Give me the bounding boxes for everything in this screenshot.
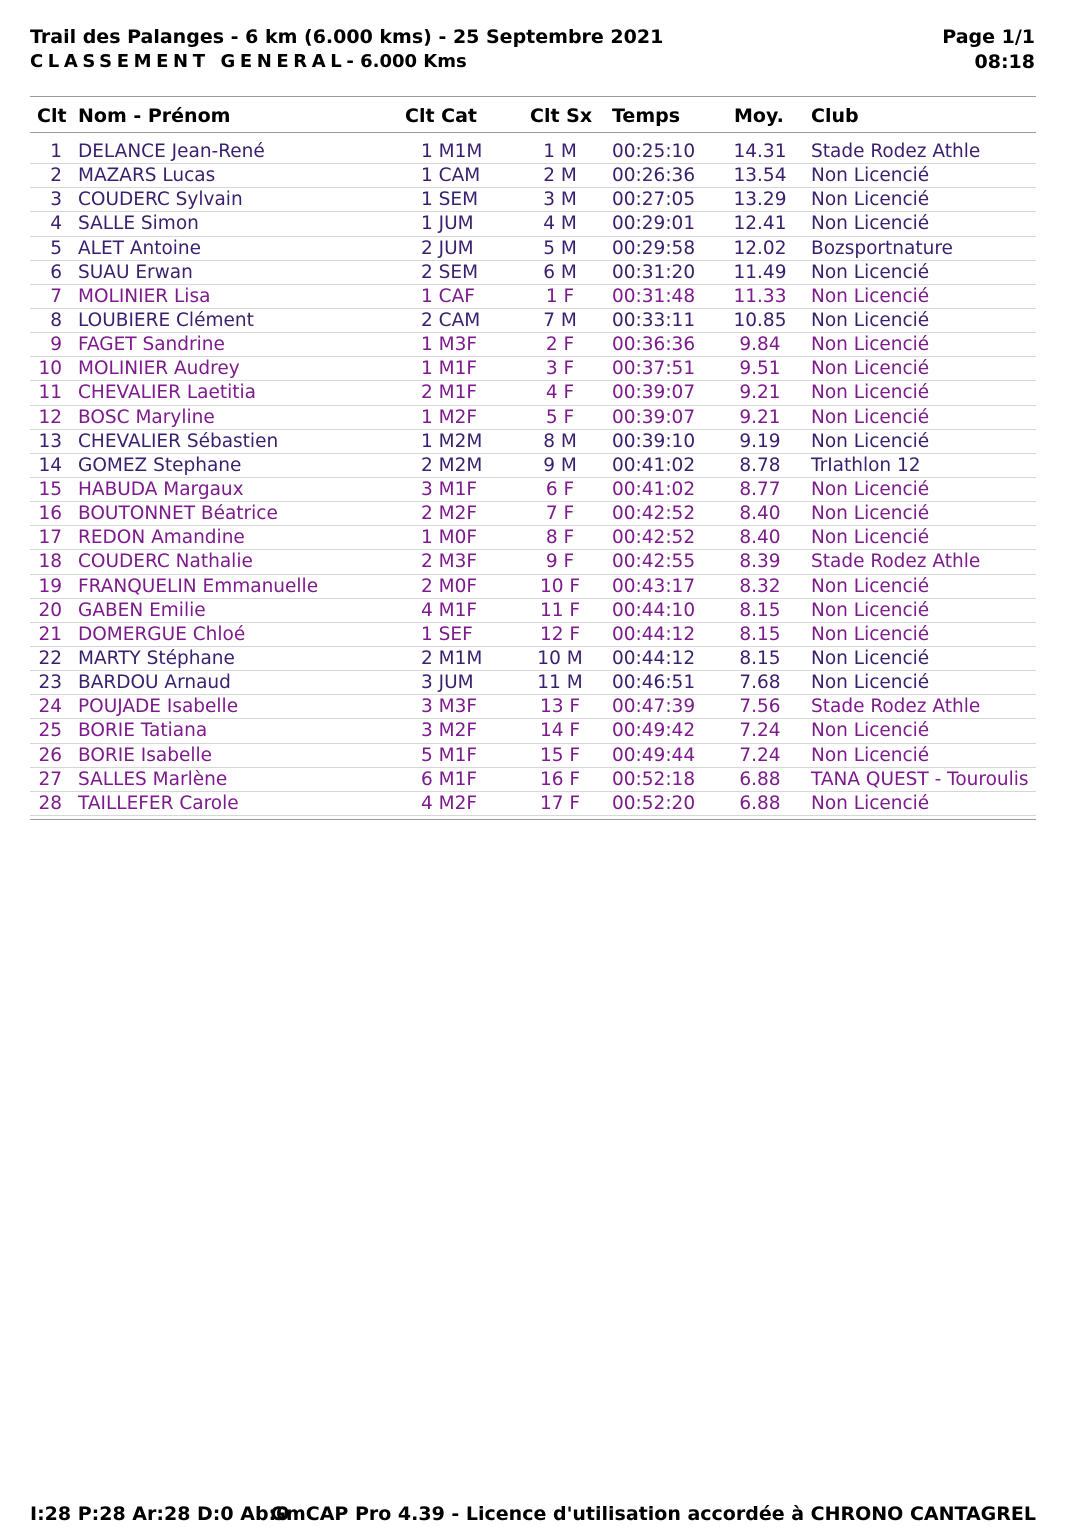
time-cell: 00:33:11 (612, 309, 696, 331)
rank-cell: 8 (50, 309, 62, 331)
average-speed-cell: 8.39 (739, 551, 781, 573)
col-name-header: Nom - Prénom (78, 105, 231, 127)
table-row (30, 406, 1036, 430)
sex-rank-cell: 17 F (539, 792, 581, 814)
table-row (30, 502, 1036, 526)
time-cell: 00:41:02 (612, 454, 696, 476)
average-speed-cell: 12.41 (733, 213, 787, 235)
sex-rank-cell: 14 F (539, 720, 581, 742)
rank-cell: 24 (38, 696, 62, 718)
club-cell: Bozsportnature (811, 237, 953, 259)
table-row (30, 695, 1036, 719)
ranking-subtitle-main: CLASSEMENT GENERAL (30, 51, 347, 72)
category-rank-cell: 1 M2F (421, 406, 478, 428)
rank-cell: 17 (38, 527, 62, 549)
club-cell: Non Licencié (811, 261, 930, 283)
rank-cell: 7 (50, 285, 62, 307)
name-cell: FRANQUELIN Emmanuelle (78, 575, 319, 597)
average-speed-cell: 8.15 (739, 623, 781, 645)
time-cell: 00:42:55 (612, 551, 696, 573)
sex-rank-cell: 9 F (545, 551, 575, 573)
sex-rank-cell: 10 M (537, 647, 583, 669)
table-row (30, 285, 1036, 309)
time-cell: 00:52:20 (612, 792, 696, 814)
club-cell: Non Licencié (811, 430, 930, 452)
time-cell: 00:39:07 (612, 406, 696, 428)
footer-stats: I:28 P:28 Ar:28 D:0 Ab:0 (30, 1503, 290, 1525)
club-cell: Stade Rodez Athle (811, 551, 981, 573)
time-cell: 00:47:39 (612, 696, 696, 718)
print-time: 08:18 (974, 51, 1035, 73)
table-row (30, 430, 1036, 454)
category-rank-cell: 3 JUM (421, 672, 474, 694)
name-cell: MOLINIER Lisa (78, 285, 211, 307)
rank-cell: 12 (38, 406, 62, 428)
club-cell: Non Licencié (811, 165, 930, 187)
name-cell: COUDERC Sylvain (78, 189, 243, 211)
club-cell: Non Licencié (811, 744, 930, 766)
sex-rank-cell: 2 F (545, 334, 575, 356)
club-cell: TANA QUEST - Touroulis (811, 768, 1029, 790)
sex-rank-cell: 11 M (537, 672, 583, 694)
time-cell: 00:39:07 (612, 382, 696, 404)
average-speed-cell: 6.88 (739, 792, 781, 814)
name-cell: SALLE Simon (78, 213, 199, 235)
club-cell: Non Licencié (811, 478, 930, 500)
time-cell: 00:52:18 (612, 768, 696, 790)
name-cell: CHEVALIER Sébastien (78, 430, 279, 452)
time-cell: 00:44:12 (612, 647, 696, 669)
document-header (30, 26, 1035, 76)
time-cell: 00:31:20 (612, 261, 696, 283)
average-speed-cell: 13.29 (733, 189, 787, 211)
time-cell: 00:36:36 (612, 334, 696, 356)
rank-cell: 4 (50, 213, 62, 235)
table-row (30, 647, 1036, 671)
sex-rank-cell: 7 M (543, 309, 577, 331)
average-speed-cell: 11.49 (733, 261, 787, 283)
name-cell: BORIE Tatiana (78, 720, 208, 742)
time-cell: 00:41:02 (612, 478, 696, 500)
time-cell: 00:29:01 (612, 213, 696, 235)
name-cell: DELANCE Jean-René (78, 141, 265, 162)
average-speed-cell: 8.40 (739, 527, 781, 549)
category-rank-cell: 1 M1M (421, 141, 483, 162)
time-cell: 00:42:52 (612, 527, 696, 549)
average-speed-cell: 9.21 (739, 382, 781, 404)
name-cell: SALLES Marlène (78, 768, 228, 790)
sex-rank-cell: 11 F (539, 599, 581, 621)
average-speed-cell: 9.21 (739, 406, 781, 428)
club-cell: Non Licencié (811, 309, 930, 331)
club-cell: Non Licencié (811, 358, 930, 380)
time-cell: 00:49:42 (612, 720, 696, 742)
time-cell: 00:46:51 (612, 672, 696, 694)
time-cell: 00:31:48 (612, 285, 696, 307)
col-cat-header: Clt Cat (405, 105, 478, 127)
club-cell: Non Licencié (811, 503, 930, 525)
club-cell: Non Licencié (811, 189, 930, 211)
sex-rank-cell: 5 M (543, 237, 577, 259)
rank-cell: 5 (50, 237, 62, 259)
category-rank-cell: 1 CAM (421, 165, 481, 187)
rank-cell: 1 (50, 141, 62, 162)
sex-rank-cell: 8 F (545, 527, 575, 549)
club-cell: Non Licencié (811, 720, 930, 742)
col-time-header: Temps (612, 105, 681, 127)
table-row (30, 381, 1036, 405)
table-row (30, 768, 1036, 792)
name-cell: POUJADE Isabelle (78, 696, 239, 718)
category-rank-cell: 1 SEM (421, 189, 479, 211)
table-row (30, 261, 1036, 285)
table-row (30, 575, 1036, 599)
time-cell: 00:37:51 (612, 358, 696, 380)
club-cell: Non Licencié (811, 527, 930, 549)
category-rank-cell: 4 M2F (421, 792, 478, 814)
table-row (30, 454, 1036, 478)
table-row (30, 237, 1036, 261)
average-speed-cell: 8.78 (739, 454, 781, 476)
sex-rank-cell: 10 F (539, 575, 581, 597)
average-speed-cell: 8.15 (739, 599, 781, 621)
club-cell: Non Licencié (811, 575, 930, 597)
sex-rank-cell: 1 F (545, 285, 575, 307)
name-cell: BORIE Isabelle (78, 744, 213, 766)
time-cell: 00:27:05 (612, 189, 696, 211)
col-rank-header: Clt (37, 105, 67, 127)
name-cell: ALET Antoine (78, 237, 202, 259)
table-row (30, 212, 1036, 236)
header-bottom-rule (30, 132, 1036, 133)
rank-cell: 26 (38, 744, 62, 766)
category-rank-cell: 1 JUM (421, 213, 474, 235)
table-row (30, 623, 1036, 647)
average-speed-cell: 7.24 (739, 720, 781, 742)
average-speed-cell: 9.19 (739, 430, 781, 452)
name-cell: DOMERGUE Chloé (78, 623, 246, 645)
name-cell: BOSC Maryline (78, 406, 215, 428)
sex-rank-cell: 5 F (545, 406, 575, 428)
rank-cell: 25 (38, 720, 62, 742)
table-row (30, 792, 1036, 816)
sex-rank-cell: 3 F (545, 358, 575, 380)
average-speed-cell: 13.54 (733, 165, 787, 187)
average-speed-cell: 7.56 (739, 696, 781, 718)
rank-cell: 22 (38, 647, 62, 669)
table-row (30, 599, 1036, 623)
rank-cell: 11 (38, 382, 62, 404)
ranking-subtitle-distance: - 6.000 Kms (346, 51, 467, 72)
page-number: Page 1/1 (942, 26, 1035, 48)
category-rank-cell: 1 M3F (421, 334, 478, 356)
category-rank-cell: 5 M1F (421, 744, 478, 766)
category-rank-cell: 3 M1F (421, 478, 478, 500)
average-speed-cell: 7.24 (739, 744, 781, 766)
category-rank-cell: 1 CAF (421, 285, 475, 307)
category-rank-cell: 3 M3F (421, 696, 478, 718)
average-speed-cell: 8.32 (739, 575, 781, 597)
name-cell: FAGET Sandrine (78, 334, 225, 356)
rank-cell: 2 (50, 165, 62, 187)
category-rank-cell: 1 M0F (421, 527, 478, 549)
time-cell: 00:49:44 (612, 744, 696, 766)
sex-rank-cell: 4 M (543, 213, 577, 235)
name-cell: TAILLEFER Carole (78, 792, 239, 814)
club-cell: TrIathlon 12 (811, 454, 921, 476)
table-row (30, 140, 1036, 164)
category-rank-cell: 2 M1M (421, 647, 483, 669)
sex-rank-cell: 7 F (545, 503, 575, 525)
club-cell: Non Licencié (811, 334, 930, 356)
col-avg-header: Moy. (734, 105, 784, 127)
rank-cell: 9 (50, 334, 62, 356)
category-rank-cell: 2 M2M (421, 454, 483, 476)
category-rank-cell: 2 M2F (421, 503, 478, 525)
time-cell: 00:25:10 (612, 141, 696, 162)
rank-cell: 15 (38, 478, 62, 500)
name-cell: MOLINIER Audrey (78, 358, 240, 380)
rank-cell: 16 (38, 503, 62, 525)
category-rank-cell: 2 CAM (421, 309, 481, 331)
average-speed-cell: 8.15 (739, 647, 781, 669)
club-cell: Stade Rodez Athle (811, 696, 981, 718)
average-speed-cell: 9.84 (739, 334, 781, 356)
footer-license: GmCAP Pro 4.39 - Licence d'utilisation accordée à CHRONO CANTAGREL (270, 1503, 1036, 1525)
club-cell: Non Licencié (811, 599, 930, 621)
sex-rank-cell: 3 M (543, 189, 577, 211)
club-cell: Non Licencié (811, 623, 930, 645)
name-cell: MARTY Stéphane (78, 647, 235, 669)
category-rank-cell: 2 M0F (421, 575, 478, 597)
sex-rank-cell: 4 F (545, 382, 575, 404)
category-rank-cell: 4 M1F (421, 599, 478, 621)
name-cell: REDON Amandine (78, 527, 245, 549)
table-row (30, 164, 1036, 188)
name-cell: CHEVALIER Laetitia (78, 382, 256, 404)
time-cell: 00:43:17 (612, 575, 696, 597)
name-cell: GOMEZ Stephane (78, 454, 242, 476)
header-top-rule (30, 96, 1036, 97)
rank-cell: 3 (50, 189, 62, 211)
col-sex-header: Clt Sx (530, 105, 593, 127)
table-row (30, 188, 1036, 212)
category-rank-cell: 2 M1F (421, 382, 478, 404)
time-cell: 00:44:10 (612, 599, 696, 621)
table-header (30, 101, 1036, 131)
table-row (30, 357, 1036, 381)
sex-rank-cell: 12 F (539, 623, 581, 645)
category-rank-cell: 1 M1F (421, 358, 478, 380)
average-speed-cell: 9.51 (739, 358, 781, 380)
sex-rank-cell: 1 M (543, 141, 577, 162)
time-cell: 00:44:12 (612, 623, 696, 645)
club-cell: Non Licencié (811, 647, 930, 669)
table-row (30, 744, 1036, 768)
average-speed-cell: 8.77 (739, 478, 781, 500)
club-cell: Non Licencié (811, 213, 930, 235)
table-row (30, 671, 1036, 695)
average-speed-cell: 8.40 (739, 503, 781, 525)
club-cell: Non Licencié (811, 792, 930, 814)
category-rank-cell: 2 JUM (421, 237, 474, 259)
rank-cell: 23 (38, 672, 62, 694)
sex-rank-cell: 15 F (539, 744, 581, 766)
category-rank-cell: 1 SEF (421, 623, 473, 645)
name-cell: MAZARS Lucas (78, 165, 216, 187)
rank-cell: 18 (38, 551, 62, 573)
name-cell: LOUBIERE Clément (78, 309, 254, 331)
average-speed-cell: 12.02 (733, 237, 787, 259)
time-cell: 00:29:58 (612, 237, 696, 259)
rank-cell: 28 (38, 792, 62, 814)
average-speed-cell: 10.85 (733, 309, 787, 331)
time-cell: 00:26:36 (612, 165, 696, 187)
club-cell: Stade Rodez Athle (811, 141, 981, 162)
table-row (30, 309, 1036, 333)
rank-cell: 21 (38, 623, 62, 645)
category-rank-cell: 3 M2F (421, 720, 478, 742)
average-speed-cell: 11.33 (733, 285, 787, 307)
category-rank-cell: 1 M2M (421, 430, 483, 452)
table-bottom-rule (30, 819, 1036, 820)
sex-rank-cell: 16 F (539, 768, 581, 790)
club-cell: Non Licencié (811, 285, 930, 307)
table-row (30, 333, 1036, 357)
rank-cell: 27 (38, 768, 62, 790)
average-speed-cell: 7.68 (739, 672, 781, 694)
rank-cell: 20 (38, 599, 62, 621)
rank-cell: 13 (38, 430, 62, 452)
average-speed-cell: 6.88 (739, 768, 781, 790)
rank-cell: 14 (38, 454, 62, 476)
category-rank-cell: 2 SEM (421, 261, 479, 283)
name-cell: BARDOU Arnaud (78, 672, 231, 694)
col-club-header: Club (811, 105, 859, 127)
club-cell: Non Licencié (811, 382, 930, 404)
table-row (30, 550, 1036, 574)
sex-rank-cell: 8 M (543, 430, 577, 452)
name-cell: GABEN Emilie (78, 599, 206, 621)
rank-cell: 6 (50, 261, 62, 283)
sex-rank-cell: 9 M (543, 454, 577, 476)
rank-cell: 10 (38, 358, 62, 380)
table-row (30, 719, 1036, 743)
race-title: Trail des Palanges - 6 km (6.000 kms) - 25 Septembre 2021 (30, 26, 664, 48)
time-cell: 00:39:10 (612, 430, 696, 452)
sex-rank-cell: 13 F (539, 696, 581, 718)
category-rank-cell: 6 M1F (421, 768, 478, 790)
sex-rank-cell: 2 M (543, 165, 577, 187)
table-row (30, 478, 1036, 502)
average-speed-cell: 14.31 (733, 141, 787, 162)
name-cell: HABUDA Margaux (78, 478, 244, 500)
club-cell: Non Licencié (811, 672, 930, 694)
sex-rank-cell: 6 F (545, 478, 575, 500)
ranking-subtitle (30, 51, 467, 72)
club-cell: Non Licencié (811, 406, 930, 428)
time-cell: 00:42:52 (612, 503, 696, 525)
results-table (30, 140, 1036, 816)
name-cell: BOUTONNET Béatrice (78, 503, 278, 525)
sex-rank-cell: 6 M (543, 261, 577, 283)
rank-cell: 19 (38, 575, 62, 597)
name-cell: COUDERC Nathalie (78, 551, 253, 573)
table-row (30, 526, 1036, 550)
category-rank-cell: 2 M3F (421, 551, 478, 573)
name-cell: SUAU Erwan (78, 261, 193, 283)
